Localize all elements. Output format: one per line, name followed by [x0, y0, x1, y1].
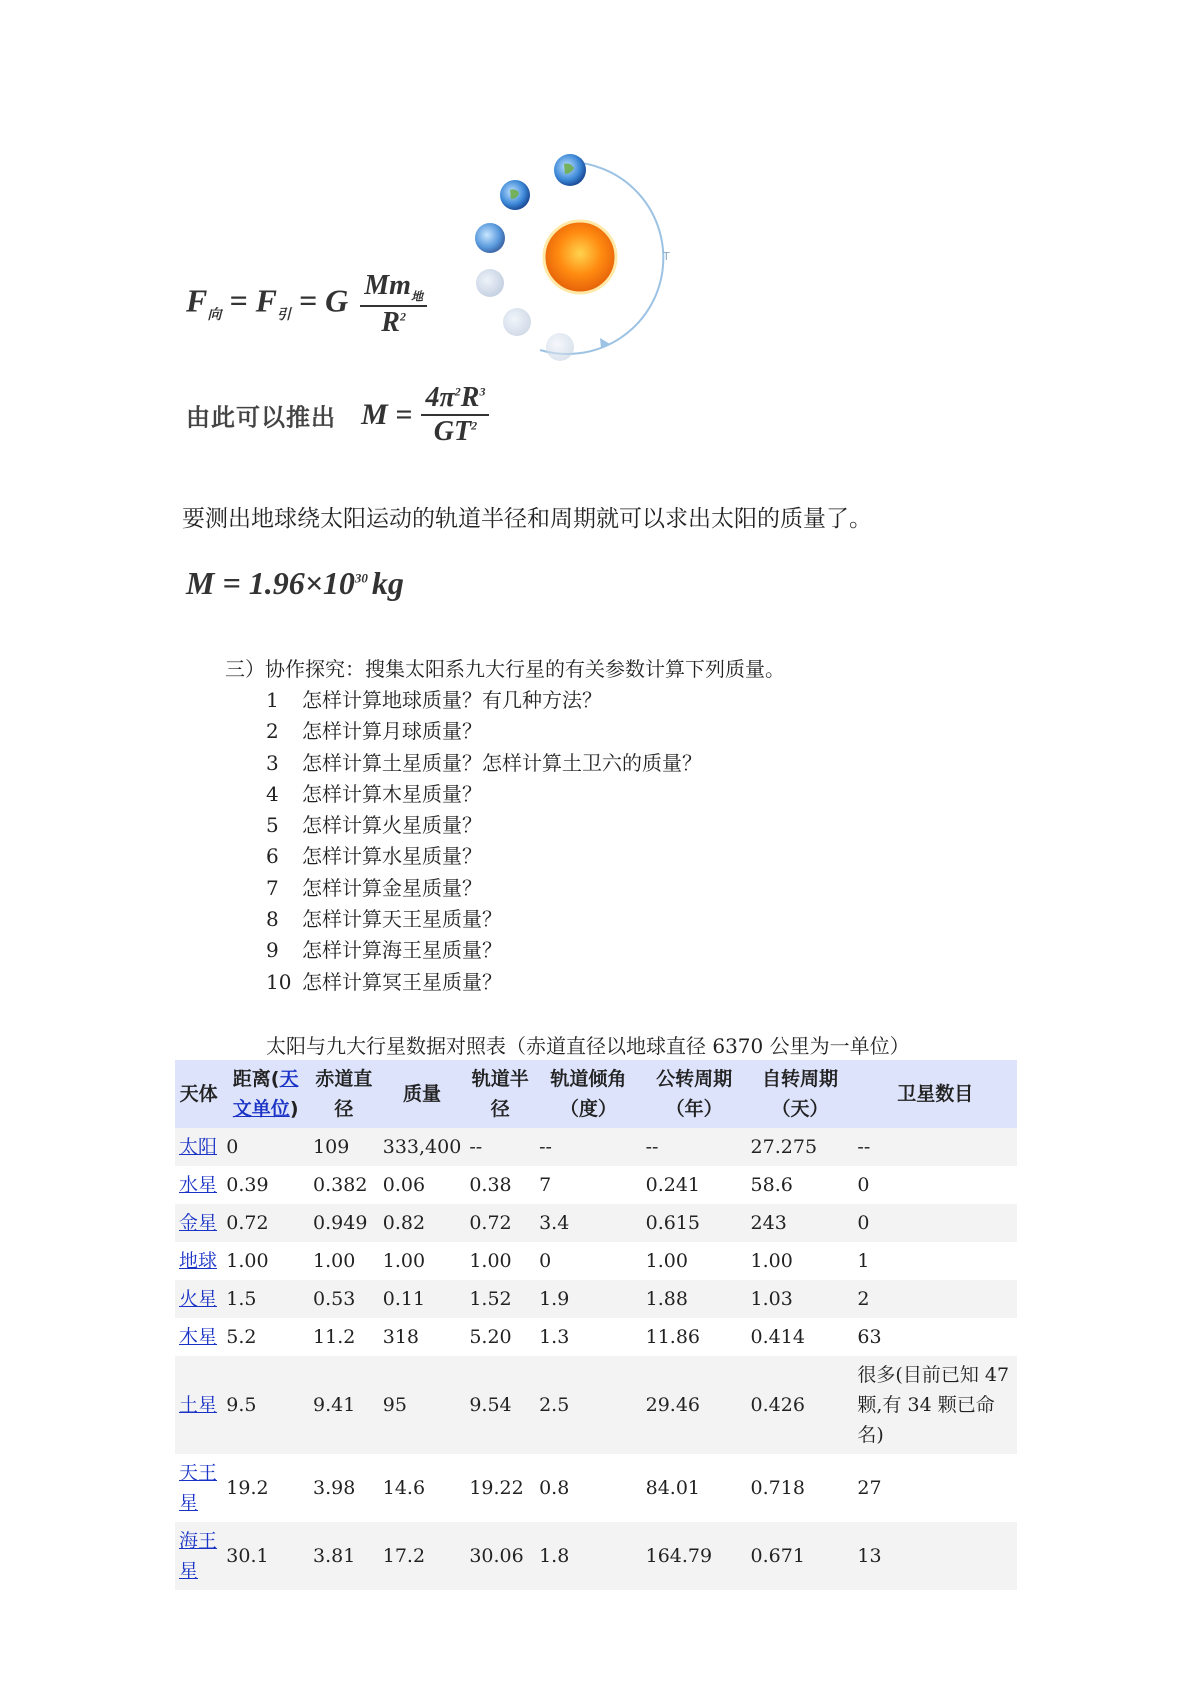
sun-shape	[544, 221, 616, 293]
table-cell: 1.00	[465, 1242, 535, 1280]
table-cell: 0.414	[747, 1318, 854, 1356]
table-row	[175, 1128, 1017, 1166]
section-title: 三）协作探究：搜集太阳系九大行星的有关参数计算下列质量。	[225, 657, 785, 681]
list-item: 10 怎样计算冥王星质量？	[266, 969, 502, 994]
table-cell: 0.949	[309, 1204, 379, 1242]
table-row	[175, 1280, 1017, 1318]
cell-body-name	[175, 1280, 222, 1318]
table-cell: 0	[535, 1242, 642, 1280]
table-cell: 0.8	[535, 1454, 642, 1522]
table-cell: 9.54	[465, 1356, 535, 1454]
planet-link[interactable]: 天王星	[179, 1462, 218, 1514]
table-cell: --	[642, 1128, 747, 1166]
table-cell: 0.382	[309, 1166, 379, 1204]
table-cell: 0.38	[465, 1166, 535, 1204]
table-cell: 7	[535, 1166, 642, 1204]
orbit-diagram	[470, 150, 690, 365]
table-cell: 0.72	[222, 1204, 309, 1242]
table-cell: 17.2	[379, 1522, 466, 1590]
table-cell: 11.86	[642, 1318, 747, 1356]
table-cell: 11.2	[309, 1318, 379, 1356]
formula-gravity-centripetal: $F_向 = F_引 = G$ $\frac{Mm_地}{R^2}$	[186, 270, 427, 339]
link-astronomical-unit[interactable]: 天文单位	[232, 1068, 299, 1120]
planet-link[interactable]: 金星	[179, 1212, 218, 1234]
table-cell: 84.01	[642, 1454, 747, 1522]
table-cell: 1.00	[747, 1242, 854, 1280]
table-cell: 27.275	[747, 1128, 854, 1166]
table-row	[175, 1318, 1017, 1356]
table-row	[175, 1204, 1017, 1242]
table-cell: 0.718	[747, 1454, 854, 1522]
table-cell: 27	[853, 1454, 1017, 1522]
table-cell: 9.5	[222, 1356, 309, 1454]
table-cell: 318	[379, 1318, 466, 1356]
table-cell: --	[465, 1128, 535, 1166]
col-header-body: 天体	[175, 1060, 222, 1128]
table-cell: 1	[853, 1242, 1017, 1280]
table-row	[175, 1522, 1017, 1590]
table-cell: 0	[853, 1166, 1017, 1204]
formula-prefix: 由此可以推出	[186, 403, 336, 432]
planet-link[interactable]: 火星	[179, 1288, 218, 1310]
earth-5	[503, 308, 531, 336]
main-sentence: 要测出地球绕太阳运动的轨道半径和周期就可以求出太阳的质量了。	[182, 506, 872, 532]
table-cell: 2.5	[535, 1356, 642, 1454]
cell-body-name	[175, 1166, 222, 1204]
table-cell: 1.3	[535, 1318, 642, 1356]
table-cell: 243	[747, 1204, 854, 1242]
list-item: 1 怎样计算地球质量？有几种方法？	[266, 688, 602, 712]
col-header-diameter: 赤道直径	[309, 1060, 379, 1128]
planet-link[interactable]: 土星	[179, 1394, 218, 1416]
cell-body-name	[175, 1242, 222, 1280]
table-cell: 1.52	[465, 1280, 535, 1318]
table-cell: 0.82	[379, 1204, 466, 1242]
list-item: 7 怎样计算金星质量？	[266, 875, 482, 900]
cell-body-name	[175, 1522, 222, 1590]
table-cell: 0.72	[465, 1204, 535, 1242]
table-cell: 3.98	[309, 1454, 379, 1522]
period-label: T	[663, 250, 670, 263]
planet-table	[175, 1060, 1017, 1590]
table-cell: 0.06	[379, 1166, 466, 1204]
table-row	[175, 1454, 1017, 1522]
orbit-diagram-svg	[470, 150, 690, 365]
table-cell: 0.53	[309, 1280, 379, 1318]
formula-solar-mass-value: $M = 1.96\times 10^{30}$ kg	[186, 565, 404, 601]
table-cell: 0.241	[642, 1166, 747, 1204]
earth-4	[476, 269, 504, 297]
planet-link[interactable]: 太阳	[179, 1136, 218, 1158]
table-cell: 14.6	[379, 1454, 466, 1522]
table-cell: 5.20	[465, 1318, 535, 1356]
table-cell: 0.426	[747, 1356, 854, 1454]
table-cell: 9.41	[309, 1356, 379, 1454]
list-item: 4 怎样计算木星质量？	[266, 781, 482, 806]
table-cell: 30.06	[465, 1522, 535, 1590]
col-header-orbit-radius: 轨道半径	[465, 1060, 535, 1128]
planet-table-wrap	[175, 1060, 1017, 1590]
cell-body-name	[175, 1318, 222, 1356]
table-cell: 0.39	[222, 1166, 309, 1204]
table-cell: 5.2	[222, 1318, 309, 1356]
table-cell: 1.9	[535, 1280, 642, 1318]
table-cell: 1.00	[379, 1242, 466, 1280]
list-item: 8 怎样计算天王星质量？	[266, 907, 502, 932]
table-cell: 63	[853, 1318, 1017, 1356]
table-cell: 3.4	[535, 1204, 642, 1242]
table-cell: 3.81	[309, 1522, 379, 1590]
list-item: 3 怎样计算土星质量？怎样计算土卫六的质量？	[266, 750, 702, 775]
cell-body-name	[175, 1204, 222, 1242]
list-item: 2 怎样计算月球质量？	[266, 719, 482, 744]
table-cell: 333,400	[379, 1128, 466, 1166]
table-cell: 29.46	[642, 1356, 747, 1454]
col-header-inclination: 轨道倾角（度）	[535, 1060, 642, 1128]
cell-body-name	[175, 1128, 222, 1166]
table-cell: 0	[222, 1128, 309, 1166]
table-cell: 58.6	[747, 1166, 854, 1204]
table-row	[175, 1356, 1017, 1454]
table-cell: 2	[853, 1280, 1017, 1318]
table-cell: 1.88	[642, 1280, 747, 1318]
list-item: 9 怎样计算海王星质量？	[266, 938, 502, 963]
planet-link[interactable]: 水星	[179, 1174, 218, 1196]
table-cell: 0.11	[379, 1280, 466, 1318]
table-row	[175, 1166, 1017, 1204]
earth-6	[546, 333, 574, 361]
table-cell: 很多(目前已知 47 颗,有 34 颗已命名)	[853, 1356, 1017, 1454]
earth-3	[475, 223, 505, 253]
table-cell: 13	[853, 1522, 1017, 1590]
table-cell: 0	[853, 1204, 1017, 1242]
table-cell: --	[853, 1128, 1017, 1166]
table-cell: 0.671	[747, 1522, 854, 1590]
table-row	[175, 1242, 1017, 1280]
cell-body-name	[175, 1454, 222, 1522]
table-header-row	[175, 1060, 1017, 1128]
col-header-rotation: 自转周期（天）	[747, 1060, 854, 1128]
table-cell: 1.00	[309, 1242, 379, 1280]
table-cell: 0.615	[642, 1204, 747, 1242]
list-item: 6 怎样计算水星质量？	[266, 844, 482, 869]
col-header-satellites: 卫星数目	[853, 1060, 1017, 1128]
table-cell: 1.00	[222, 1242, 309, 1280]
question-list	[266, 684, 702, 997]
table-caption: 太阳与九大行星数据对照表（赤道直径以地球直径 6370 公里为一单位）	[266, 1034, 910, 1058]
planet-link[interactable]: 木星	[179, 1326, 218, 1348]
formula-solar-mass: 由此可以推出 M = $\frac{4\pi^2R^3}{GT^2}$	[186, 382, 489, 462]
table-cell: 1.5	[222, 1280, 309, 1318]
planet-link[interactable]: 海王星	[179, 1530, 218, 1582]
col-header-revolution: 公转周期（年）	[642, 1060, 747, 1128]
table-cell: 30.1	[222, 1522, 309, 1590]
table-cell: 95	[379, 1356, 466, 1454]
table-cell: 19.22	[465, 1454, 535, 1522]
table-cell: --	[535, 1128, 642, 1166]
col-header-distance: 距离(天文单位)	[222, 1060, 309, 1128]
table-cell: 19.2	[222, 1454, 309, 1522]
planet-link[interactable]: 地球	[179, 1250, 218, 1272]
table-cell: 1.8	[535, 1522, 642, 1590]
table-cell: 109	[309, 1128, 379, 1166]
cell-body-name	[175, 1356, 222, 1454]
list-item: 5 怎样计算火星质量？	[266, 813, 482, 838]
table-cell: 1.00	[642, 1242, 747, 1280]
table-cell: 1.03	[747, 1280, 854, 1318]
col-header-mass: 质量	[379, 1060, 466, 1128]
table-cell: 164.79	[642, 1522, 747, 1590]
